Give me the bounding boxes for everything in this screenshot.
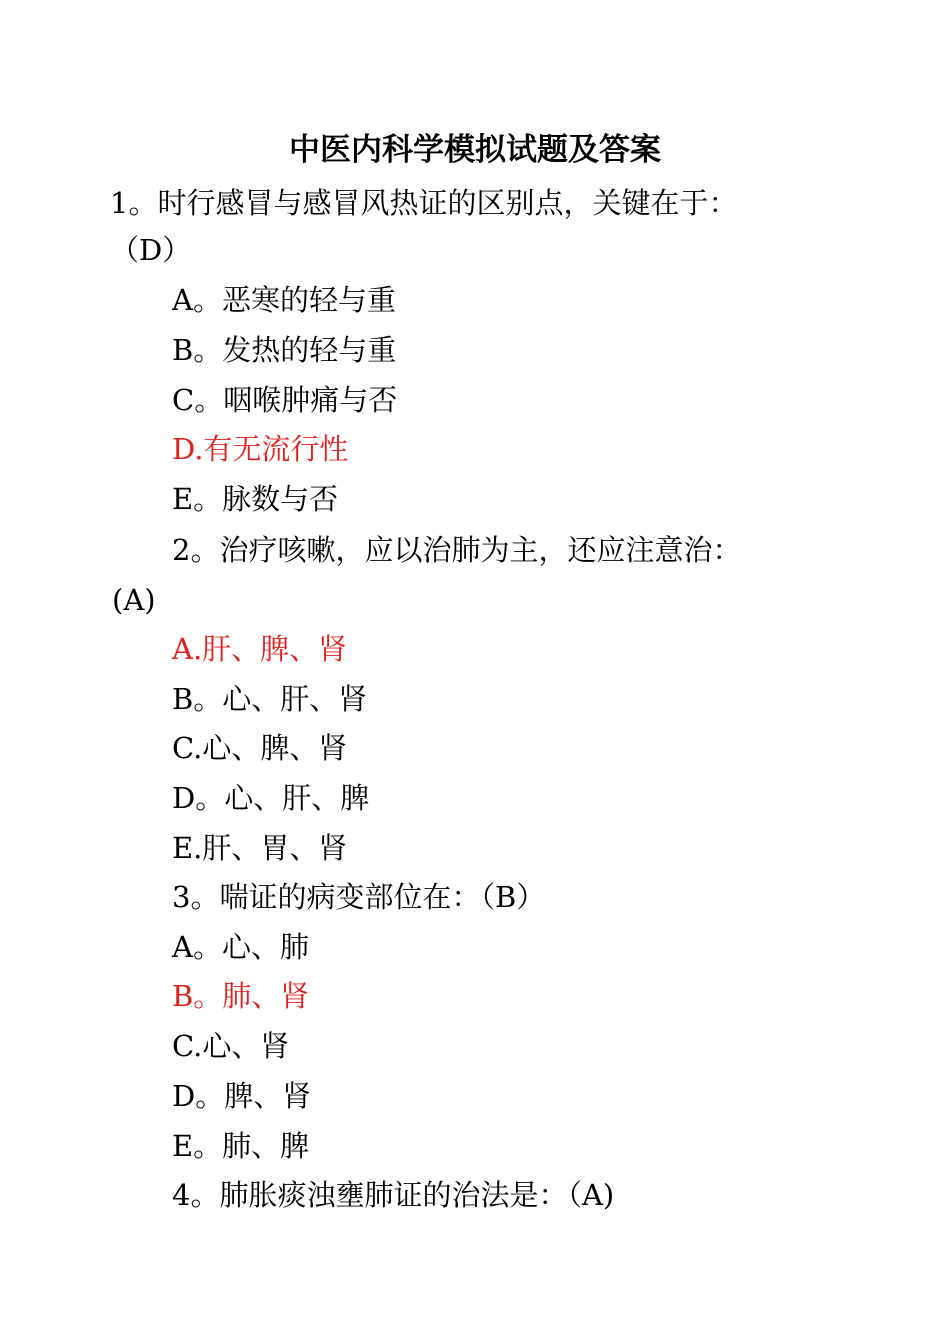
question-2-answer-tag: (A) <box>112 583 156 617</box>
question-3-stem: 3。喘证的病变部位在：（B） <box>172 880 546 914</box>
document-title: 中医内科学模拟试题及答案 <box>289 132 661 168</box>
question-1-option-e: E。脉数与否 <box>172 482 339 516</box>
question-1-answer-tag: （D） <box>110 233 192 267</box>
question-3-option-a: A。心、肺 <box>172 930 309 964</box>
question-1-option-d-correct: D.有无流行性 <box>172 432 349 466</box>
question-2-option-d: D。心、肝、脾 <box>172 781 370 815</box>
question-3-option-c: C.心、肾 <box>172 1029 290 1063</box>
question-1-option-b: B。发热的轻与重 <box>172 333 397 367</box>
question-1-stem: 1。时行感冒与感冒风热证的区别点，关键在于： <box>110 186 738 220</box>
question-3-option-e: E。肺、脾 <box>172 1129 310 1163</box>
question-3-option-d: D。脾、肾 <box>172 1079 312 1113</box>
question-1-option-a: A。恶寒的轻与重 <box>172 283 396 317</box>
question-1-option-c: C。咽喉肿痛与否 <box>172 383 398 417</box>
question-2-stem: 2。治疗咳嗽，应以治肺为主，还应注意治： <box>172 533 742 567</box>
question-2-option-a-correct: A.肝、脾、肾 <box>172 632 348 666</box>
question-3-option-b-correct: B。肺、肾 <box>172 979 310 1013</box>
question-2-option-c: C.心、脾、肾 <box>172 731 348 765</box>
question-4-stem: 4。肺胀痰浊壅肺证的治法是：（A) <box>172 1178 615 1212</box>
question-2-option-b: B。心、肝、肾 <box>172 682 368 716</box>
question-2-option-e: E.肝、胃、肾 <box>172 831 348 865</box>
